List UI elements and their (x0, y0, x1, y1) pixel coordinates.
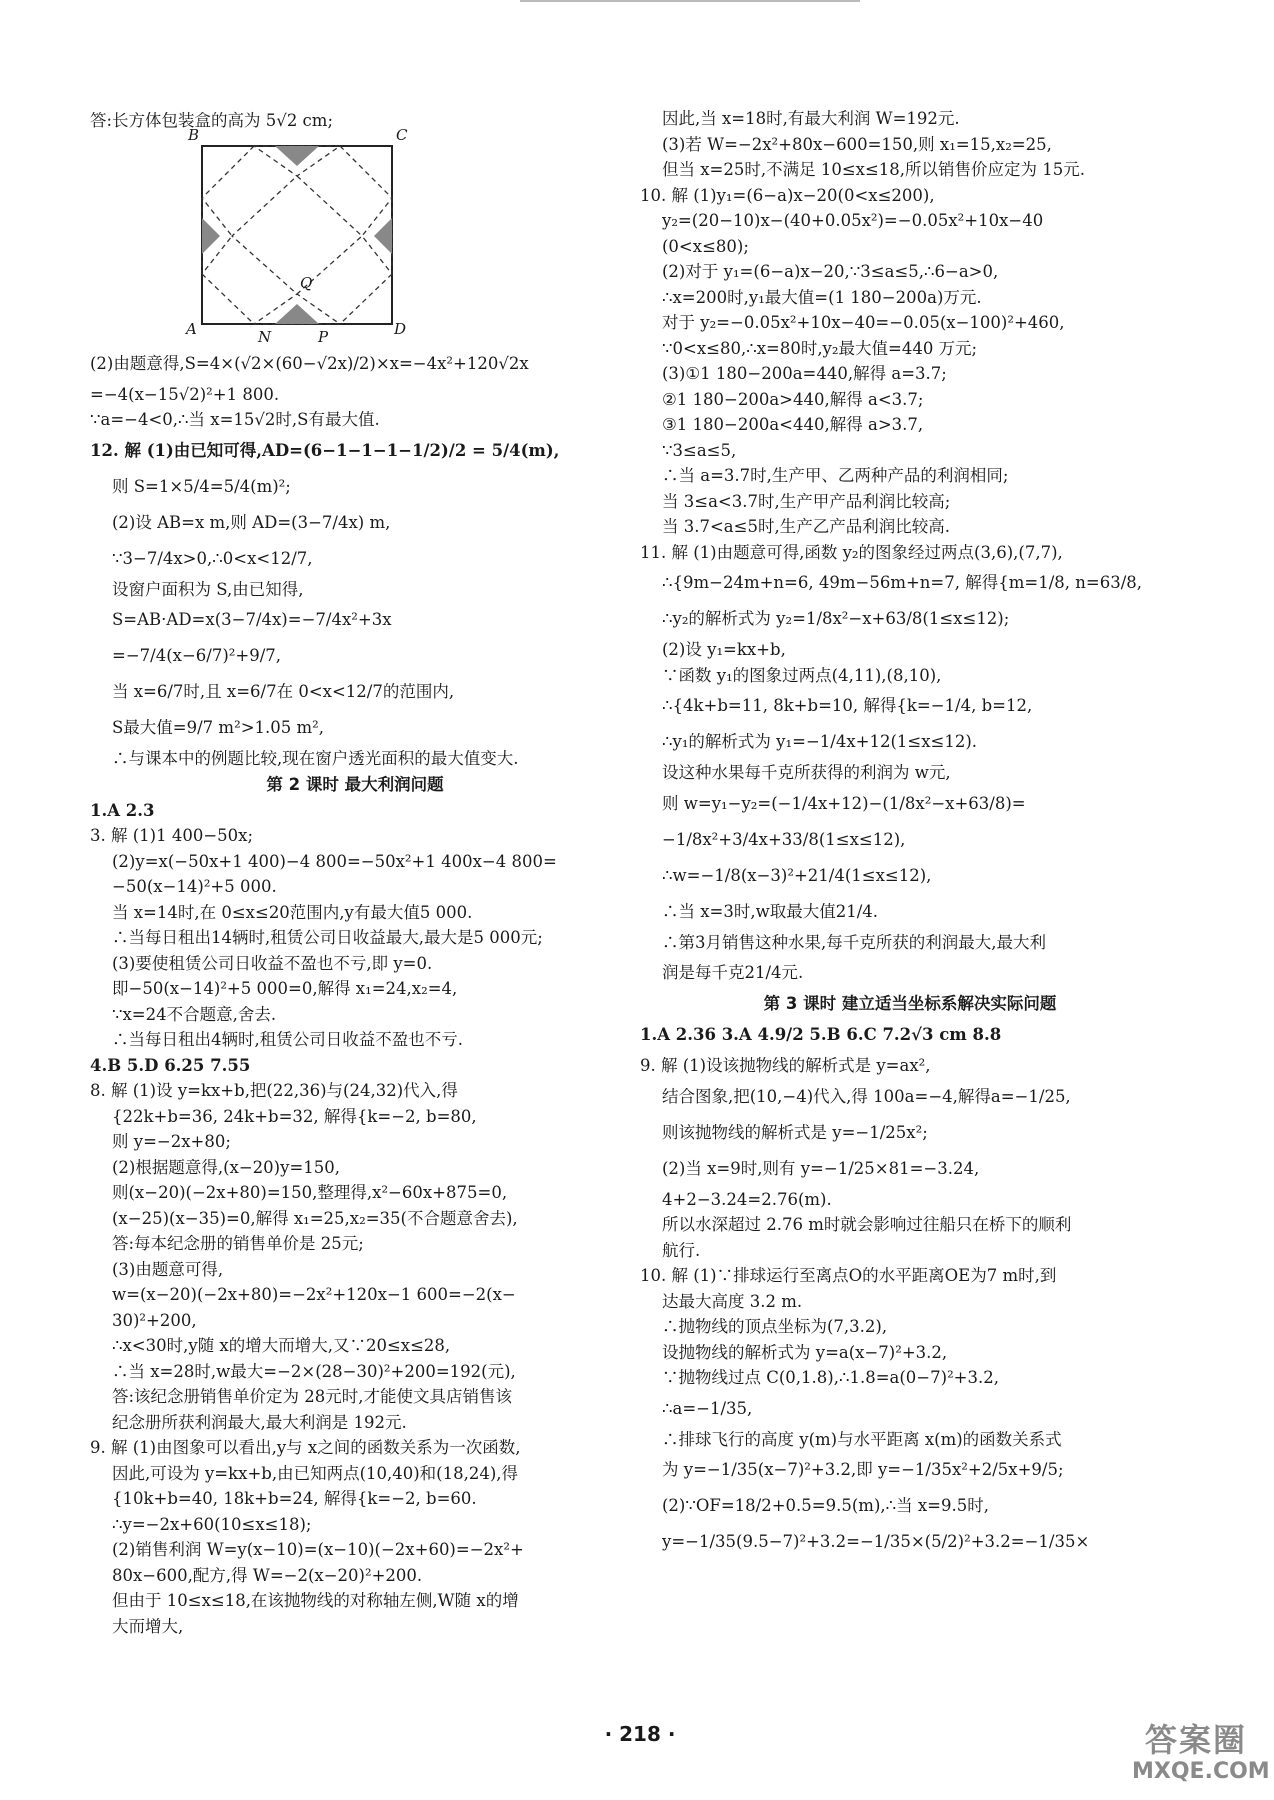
watermark-logo (1132, 1720, 1270, 1790)
answer-line: {22k+b=36, 24k+b=32, 解得{k=−2, b=80, (112, 1106, 477, 1126)
answer-line: 1.A 2.36 3.A 4.9/2 5.B 6.C 7.2√3 cm 8.8 (640, 1025, 1002, 1044)
answer-line: ∵a=−4<0,∴当 x=15√2时,S有最大值. (90, 410, 380, 429)
answer-line: 9. 解 (1)由图象可以看出,y与 x之间的函数关系为一次函数, (90, 1438, 521, 1457)
section-heading-lesson-3: 第 3 课时 建立适当坐标系解决实际问题 (763, 994, 1057, 1013)
answer-line: 达最大高度 3.2 m. (662, 1291, 803, 1311)
answer-line: 设抛物线的解析式为 y=a(x−7)²+3.2, (662, 1342, 948, 1362)
answer-line: ∴当每日租出4辆时,租赁公司日收益不盈也不亏. (112, 1030, 463, 1049)
answer-line: ∴y=−2x+60(10≤x≤18); (112, 1514, 312, 1534)
answer-line: 4+2−3.24=2.76(m). (662, 1189, 832, 1209)
answer-line: ∴x=200时,y₁最大值=(1 180−200a)万元. (662, 287, 982, 307)
answer-line: ②1 180−200a>440,解得 a<3.7; (662, 389, 924, 409)
answer-line: ∴{9m−24m+n=6, 49m−56m+n=7, 解得{m=1/8, n=63/8, (662, 573, 1143, 592)
label-q: Q (300, 273, 313, 292)
answer-line: (2)由题意得,S=4×(√2×(60−√2x)/2)×x=−4x²+120√2x (90, 353, 529, 373)
answer-line: ∵x=24不合题意,舍去. (112, 1004, 277, 1024)
answer-line: (2)y=x(−50x+1 400)−4 800=−50x²+1 400x−4 800= (112, 851, 557, 871)
answer-line: S最大值=9/7 m²>1.05 m², (112, 718, 325, 737)
answer-line: ∴当 x=28时,w最大=−2×(28−30)²+200=192(元), (112, 1361, 516, 1381)
label-c: C (396, 125, 408, 144)
label-p: P (318, 327, 329, 346)
answer-line: ∴与课本中的例题比较,现在窗户透光面积的最大值变大. (112, 749, 519, 768)
answer-line: (2)设 AB=x m,则 AD=(3−7/4x) m, (112, 512, 391, 532)
left-column (90, 108, 620, 1639)
box-net-diagram (180, 134, 420, 344)
answer-line: 设这种水果每千克所获得的利润为 w元, (662, 763, 951, 782)
answer-line: 所以水深超过 2.76 m时就会影响过往船只在桥下的顺利 (662, 1215, 1072, 1234)
answer-line: 答:每本纪念册的销售单价是 25元; (112, 1234, 364, 1253)
answer-line: ∴x<30时,y随 x的增大而增大,又∵20≤x≤28, (112, 1336, 451, 1355)
answer-line: ∴{4k+b=11, 8k+b=10, 解得{k=−1/4, b=12, (662, 696, 1033, 715)
answer-line: w=(x−20)(−2x+80)=−2x²+120x−1 600=−2(x− (112, 1285, 516, 1304)
answer-line: (2)设 y₁=kx+b, (662, 640, 786, 659)
answer-line: ∵函数 y₁的图象过两点(4,11),(8,10), (662, 665, 942, 685)
watermark-domain: MXQE.COM (1132, 1759, 1270, 1784)
answer-line: 则 y=−2x+80; (112, 1132, 231, 1151)
answer-line: 12. 解 (1)由已知可得,AD=(6−1−1−1−1/2)/2 = 5/4(m), (90, 440, 560, 460)
label-a: A (186, 319, 197, 338)
answer-line: 润是每千克21/4元. (662, 963, 804, 982)
answer-line: y₂=(20−10)x−(40+0.05x²)=−0.05x²+10x−40 (662, 211, 1044, 230)
answer-line: 答:该纪念册销售单价定为 28元时,才能使文具店销售该 (112, 1387, 513, 1406)
answer-line: 但由于 10≤x≤18,在该抛物线的对称轴左侧,W随 x的增 (112, 1591, 519, 1610)
answer-line: −50(x−14)²+5 000. (112, 877, 277, 896)
answer-line: 则该抛物线的解析式是 y=−1/25x²; (662, 1122, 928, 1142)
answer-line: 9. 解 (1)设该抛物线的解析式是 y=ax², (640, 1056, 931, 1075)
answer-line: 大而增大, (112, 1616, 184, 1636)
answer-line: 则 w=y₁−y₂=(−1/4x+12)−(1/8x²−x+63/8)= (662, 793, 1026, 813)
answer-line: y=−1/35(9.5−7)²+3.2=−1/35×(5/2)²+3.2=−1/35× (662, 1532, 1090, 1551)
answer-line: ∵0<x≤80,∴x=80时,y₂最大值=440 万元; (662, 338, 978, 358)
answer-line: (x−25)(x−35)=0,解得 x₁=25,x₂=35(不合题意舍去), (112, 1208, 518, 1228)
answer-line: 1.A 2.3 (90, 800, 155, 820)
page-number: · 218 · (604, 1722, 676, 1746)
answer-line: 10. 解 (1)y₁=(6−a)x−20(0<x≤200), (640, 185, 935, 205)
answer-line: 当 3.7<a≤5时,生产乙产品利润比较高. (662, 517, 950, 536)
answer-line: ∴a=−1/35, (662, 1398, 753, 1418)
answer-line: =−7/4(x−6/7)²+9/7, (112, 646, 282, 665)
answer-line: 80x−600,配方,得 W=−2(x−20)²+200. (112, 1565, 423, 1585)
answer-line: 则 S=1×5/4=5/4(m)²; (112, 476, 291, 496)
answer-line: 30)²+200, (112, 1310, 197, 1330)
answer-line: ∴当 a=3.7时,生产甲、乙两种产品的利润相同; (662, 466, 1009, 485)
answer-line: ∴第3月销售这种水果,每千克所获的利润最大,最大利 (662, 932, 1046, 952)
answer-line: 11. 解 (1)由题意可得,函数 y₂的图象经过两点(3,6),(7,7), (640, 542, 1063, 562)
answer-line: 即−50(x−14)²+5 000=0,解得 x₁=24,x₂=4, (112, 979, 458, 998)
answer-line: ∵抛物线过点 C(0,1.8),∴1.8=a(0−7)²+3.2, (662, 1368, 999, 1387)
answer-line: 10. 解 (1)∵排球运行至离点O的水平距离OE为7 m时,到 (640, 1266, 1057, 1285)
answer-line: ∴w=−1/8(x−3)²+21/4(1≤x≤12), (662, 865, 932, 885)
answer-line: ③1 180−200a<440,解得 a>3.7, (662, 415, 924, 434)
answer-line: 航行. (662, 1240, 701, 1260)
answer-line: ∴y₁的解析式为 y₁=−1/4x+12(1≤x≤12). (662, 732, 978, 751)
top-edge-line (520, 0, 860, 8)
answer-line: 为 y=−1/35(x−7)²+3.2,即 y=−1/35x²+2/5x+9/5; (662, 1460, 1064, 1479)
answer-line: ∴y₂的解析式为 y₂=1/8x²−x+63/8(1≤x≤12); (662, 609, 1010, 628)
answer-line: 当 x=14时,在 0≤x≤20范围内,y有最大值5 000. (112, 902, 473, 922)
answer-line: S=AB·AD=x(3−7/4x)=−7/4x²+3x (112, 610, 392, 629)
answer-line: (3)若 W=−2x²+80x−600=150,则 x₁=15,x₂=25, (662, 134, 1052, 154)
answer-line: 4.B 5.D 6.25 7.55 (90, 1055, 251, 1075)
answer-line: 则(x−20)(−2x+80)=150,整理得,x²−60x+875=0, (112, 1183, 508, 1202)
answer-line: (2)当 x=9时,则有 y=−1/25×81=−3.24, (662, 1158, 980, 1178)
label-d: D (394, 319, 407, 338)
label-b: B (188, 125, 200, 144)
answer-line: (3)①1 180−200a=440,解得 a=3.7; (662, 364, 947, 383)
answer-line: 设窗户面积为 S,由已知得, (112, 579, 304, 599)
box-net-figure (180, 125, 420, 346)
answer-line: 因此,可设为 y=kx+b,由已知两点(10,40)和(18,24),得 (112, 1463, 519, 1483)
answer-line: 纪念册所获利润最大,最大利润是 192元. (112, 1412, 407, 1432)
answer-line: =−4(x−15√2)²+1 800. (90, 384, 280, 404)
answer-line: ∴当 x=3时,w取最大值21/4. (662, 901, 879, 921)
answer-line: 3. 解 (1)1 400−50x; (90, 826, 254, 845)
answer-line: ∴排球飞行的高度 y(m)与水平距离 x(m)的函数关系式 (662, 1429, 1062, 1449)
answer-line: ∴抛物线的顶点坐标为(7,3.2), (662, 1317, 888, 1336)
section-heading-lesson-2: 第 2 课时 最大利润问题 (266, 774, 444, 794)
answer-line: ∵3−7/4x>0,∴0<x<12/7, (112, 548, 313, 568)
watermark-title: 答案圈 (1144, 1721, 1247, 1759)
answer-line: −1/8x²+3/4x+33/8(1≤x≤12), (662, 829, 906, 849)
right-column (640, 106, 1180, 1560)
answer-line: 当 x=6/7时,且 x=6/7在 0<x<12/7的范围内, (112, 682, 455, 701)
answer-line: {10k+b=40, 18k+b=24, 解得{k=−2, b=60. (112, 1489, 477, 1508)
answer-line: (2)∵OF=18/2+0.5=9.5(m),∴当 x=9.5时, (662, 1496, 989, 1515)
answer-line: (2)对于 y₁=(6−a)x−20,∵3≤a≤5,∴6−a>0, (662, 262, 999, 281)
answer-line: 结合图象,把(10,−4)代入,得 100a=−4,解得a=−1/25, (662, 1086, 1071, 1106)
answer-line: ∵3≤a≤5, (662, 440, 737, 460)
answer-line: 当 3≤a<3.7时,生产甲产品利润比较高; (662, 491, 951, 511)
label-n: N (258, 327, 272, 346)
answer-line: 但当 x=25时,不满足 10≤x≤18,所以销售价应定为 15元. (662, 160, 1086, 179)
answer-line: (3)要使租赁公司日收益不盈也不亏,即 y=0. (112, 953, 433, 973)
answer-line: ∴当每日租出14辆时,租赁公司日收益最大,最大是5 000元; (112, 928, 543, 947)
answer-line: (2)根据题意得,(x−20)y=150, (112, 1157, 341, 1177)
answer-line: (0<x≤80); (662, 236, 749, 256)
answer-line: 对于 y₂=−0.05x²+10x−40=−0.05(x−100)²+460, (662, 313, 1065, 332)
answer-line: 8. 解 (1)设 y=kx+b,把(22,36)与(24,32)代入,得 (90, 1081, 458, 1100)
answer-line: 因此,当 x=18时,有最大利润 W=192元. (662, 109, 960, 128)
answer-line: (3)由题意可得, (112, 1259, 224, 1279)
answer-line: 答:长方体包装盒的高为 5√2 cm; (90, 111, 334, 130)
answer-line: (2)销售利润 W=y(x−10)=(x−10)(−2x+60)=−2x²+ (112, 1540, 524, 1559)
